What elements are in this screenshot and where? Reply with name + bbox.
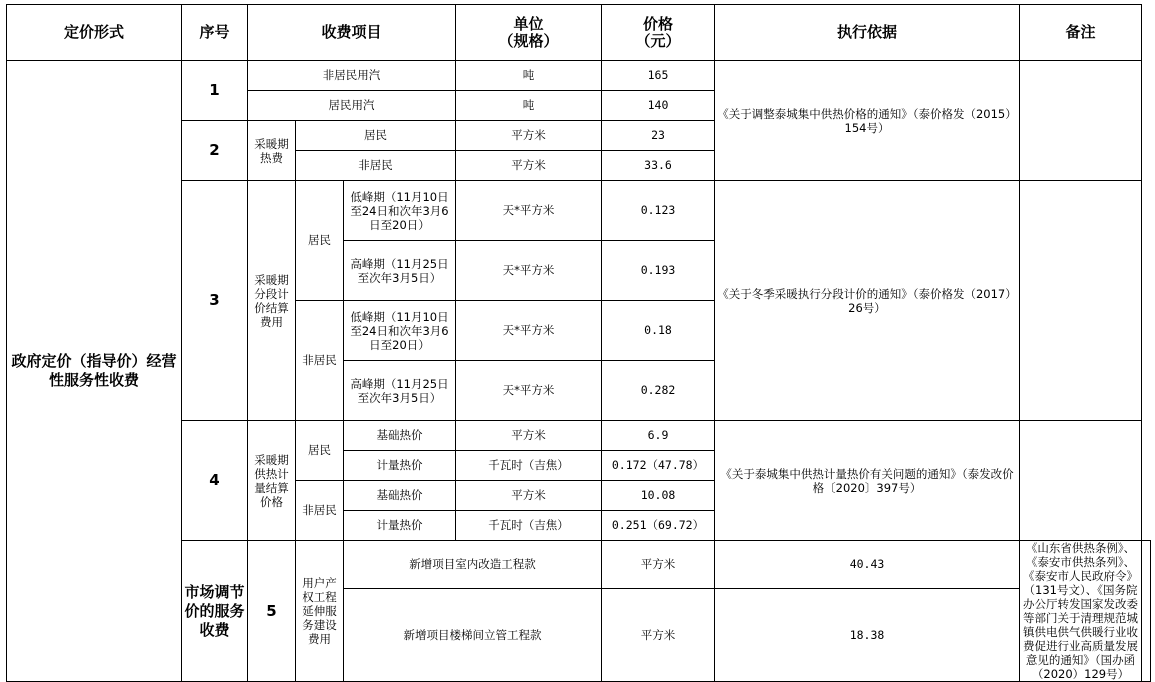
seq-4: 4 [182,421,248,541]
group4-resident: 居民 [296,421,344,481]
item-cell: 新增项目室内改造工程款 [344,541,602,589]
price-cell: 6.9 [602,421,715,451]
header-item: 收费项目 [248,5,456,61]
remark-cell [1020,61,1142,181]
unit-cell: 天*平方米 [456,361,602,421]
item-cell: 居民 [296,121,456,151]
header-seq: 序号 [182,5,248,61]
period-cell: 低峰期（11月10日至24日和次年3月6日至20日） [344,181,456,241]
header-basis: 执行依据 [715,5,1020,61]
header-unit: 单位 （规格） [456,5,602,61]
price-cell: 33.6 [602,151,715,181]
price-cell: 0.172（47.78） [602,451,715,481]
price-cell: 0.193 [602,241,715,301]
price-cell: 0.18 [602,301,715,361]
price-cell: 165 [602,61,715,91]
seq-5: 5 [248,541,296,682]
group3-label: 采暖期分段计价结算费用 [248,181,296,421]
period-cell: 高峰期（11月25日至次年3月5日） [344,241,456,301]
unit-cell: 千瓦时（吉焦） [456,511,602,541]
item-cell: 计量热价 [344,451,456,481]
seq-1: 1 [182,61,248,121]
remark-cell [1020,181,1142,421]
price-cell: 23 [602,121,715,151]
period-cell: 低峰期（11月10日至24日和次年3月6日至20日） [344,301,456,361]
item-cell: 计量热价 [344,511,456,541]
unit-cell: 吨 [456,91,602,121]
period-cell: 高峰期（11月25日至次年3月5日） [344,361,456,421]
header-price: 价格 （元） [602,5,715,61]
unit-cell: 天*平方米 [456,181,602,241]
group2-label: 采暖期热费 [248,121,296,181]
table-row [7,61,1151,91]
seq-3: 3 [182,181,248,421]
unit-cell: 平方米 [456,421,602,451]
unit-cell: 平方米 [602,589,715,682]
group3-nonresident: 非居民 [296,301,344,421]
unit-cell: 千瓦时（吉焦） [456,451,602,481]
basis-1-2: 《关于调整泰城集中供热价格的通知》（泰价格发（2015）154号） [715,61,1020,181]
basis-5: 《山东省供热条例》、《泰安市供热条列》、《泰安市人民政府令》（131号文）、《国务院办公厅转发国家发改委等部门关于清理规范城镇供电供气供暖行业收费促进行业高质量发展意见的通知》（国办函（2020）129号） [1020,541,1142,682]
price-cell: 40.43 [715,541,1020,589]
group4-label: 采暖期供热计量结算价格 [248,421,296,541]
basis-3: 《关于冬季采暖执行分段计价的通知》（泰价格发（2017）26号） [715,181,1020,421]
unit-cell: 平方米 [602,541,715,589]
header-remark: 备注 [1020,5,1142,61]
group5-label: 用户产权工程延伸服务建设费用 [296,541,344,682]
fee-table [6,4,1151,682]
unit-cell: 天*平方米 [456,241,602,301]
remark-cell [1142,541,1151,682]
header-pricing-form: 定价形式 [7,5,182,61]
unit-cell: 吨 [456,61,602,91]
category-market: 市场调节价的服务收费 [182,541,248,682]
price-cell: 0.282 [602,361,715,421]
item-cell: 非居民用汽 [248,61,456,91]
category-government: 政府定价（指导价）经营性服务性收费 [7,61,182,682]
header-row [7,5,1151,61]
seq-2: 2 [182,121,248,181]
item-cell: 基础热价 [344,481,456,511]
unit-cell: 平方米 [456,121,602,151]
price-cell: 0.123 [602,181,715,241]
unit-cell: 平方米 [456,151,602,181]
unit-cell: 平方米 [456,481,602,511]
price-cell: 18.38 [715,589,1020,682]
group4-nonresident: 非居民 [296,481,344,541]
price-cell: 0.251（69.72） [602,511,715,541]
item-cell: 非居民 [296,151,456,181]
price-cell: 140 [602,91,715,121]
basis-4: 《关于泰城集中供热计量热价有关问题的通知》（泰发改价格〔2020〕397号） [715,421,1020,541]
unit-cell: 天*平方米 [456,301,602,361]
remark-cell [1020,421,1142,541]
item-cell: 居民用汽 [248,91,456,121]
price-cell: 10.08 [602,481,715,511]
item-cell: 新增项目楼梯间立管工程款 [344,589,602,682]
item-cell: 基础热价 [344,421,456,451]
group3-resident: 居民 [296,181,344,301]
